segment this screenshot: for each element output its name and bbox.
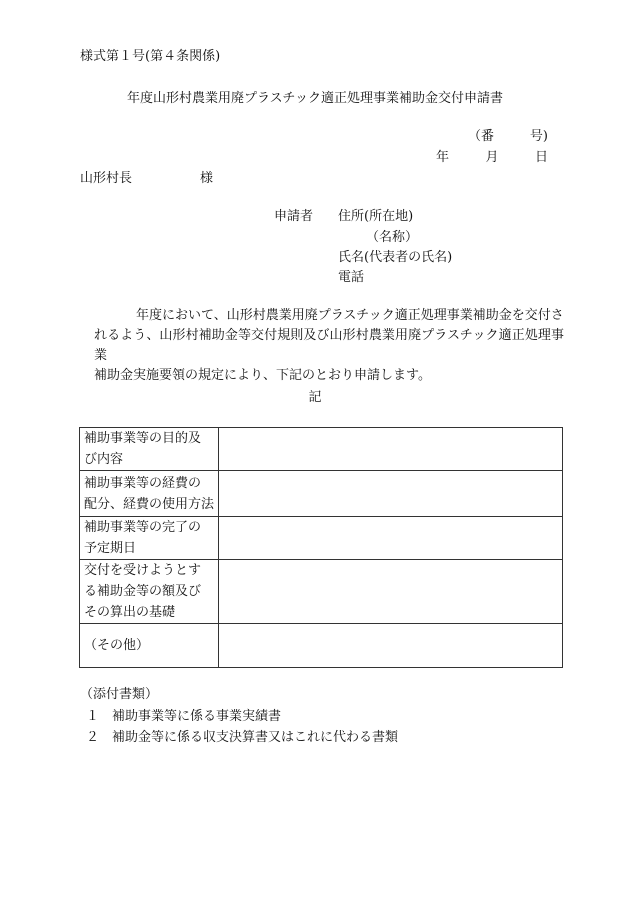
number-close: 号) xyxy=(529,129,548,144)
label-line: 予定期日 xyxy=(84,541,137,556)
date-year: 年 xyxy=(436,150,450,165)
label-line: 配分、経費の使用方法 xyxy=(84,496,215,512)
body-line-1: 年度において、山形村農業用廃プラスチック適正処理事業補助金を交付さ xyxy=(136,308,564,323)
attachment-item xyxy=(86,710,281,723)
attachment-text: 補助事業等に係る事業実績書 xyxy=(112,709,282,724)
row-label-subsidy-amount xyxy=(80,560,219,624)
row-label-completion-date xyxy=(80,517,219,560)
attachment-item xyxy=(86,731,398,744)
value-cell-subsidy-amount[interactable] xyxy=(219,560,563,624)
row-label-other xyxy=(80,624,219,668)
table-row xyxy=(80,560,563,624)
label-line: 交付を受けようとす xyxy=(84,563,202,578)
addressee xyxy=(80,172,213,185)
application-body-text xyxy=(94,306,564,386)
body-line-3: 補助金実施要領の規定により、下記のとおり申請します。 xyxy=(94,368,431,383)
attachment-text: 補助金等に係る収支決算書又はこれに代わる書類 xyxy=(112,730,399,745)
label-line: 補助事業等の経費の xyxy=(84,475,202,491)
attachment-number: ２ xyxy=(86,730,100,745)
row-label-expense-allocation xyxy=(80,471,219,517)
body-line-2: れるよう、山形村補助金等交付規則及び山形村農業用廃プラスチック適正処理事業 xyxy=(94,328,564,363)
attachment-number: １ xyxy=(86,709,100,724)
value-cell-purpose[interactable] xyxy=(219,428,563,471)
document-number-line xyxy=(468,130,548,143)
row-label-purpose xyxy=(80,428,219,471)
date-month: 月 xyxy=(485,150,499,165)
addressee-name: 山形村長 xyxy=(80,171,133,186)
value-cell-expense-allocation[interactable] xyxy=(219,471,563,517)
applicant-phone-label: 電話 xyxy=(338,270,365,285)
attachments-heading: （添付書類） xyxy=(80,687,159,702)
application-items-table xyxy=(79,427,563,668)
label-line: び内容 xyxy=(84,452,124,467)
date-day: 日 xyxy=(534,150,548,165)
form-number: 様式第１号(第４条関係) xyxy=(80,49,221,64)
value-cell-completion-date[interactable] xyxy=(219,517,563,560)
applicant-representative-label: 氏名(代表者の氏名) xyxy=(338,250,453,265)
value-cell-other[interactable] xyxy=(219,624,563,668)
number-open: （番 xyxy=(468,129,495,144)
ki-heading: 記 xyxy=(308,390,322,405)
table-row xyxy=(80,517,563,560)
date-line xyxy=(436,151,548,164)
applicant-label: 申請者 xyxy=(274,209,314,224)
table-row xyxy=(80,624,563,668)
applicant-name-label: （名称） xyxy=(366,230,419,245)
label-line: （その他） xyxy=(84,638,150,653)
table-row xyxy=(80,471,563,517)
label-line: 補助事業等の完了の xyxy=(84,520,202,535)
table-row xyxy=(80,428,563,471)
label-line: る補助金等の額及び xyxy=(84,584,202,599)
applicant-address-label: 住所(所在地) xyxy=(338,209,414,224)
addressee-honorific: 様 xyxy=(200,171,214,186)
label-line: 補助事業等の目的及 xyxy=(84,431,202,446)
label-line: その算出の基礎 xyxy=(84,605,176,620)
document-title: 年度山形村農業用廃プラスチック適正処理事業補助金交付申請書 xyxy=(127,91,503,106)
